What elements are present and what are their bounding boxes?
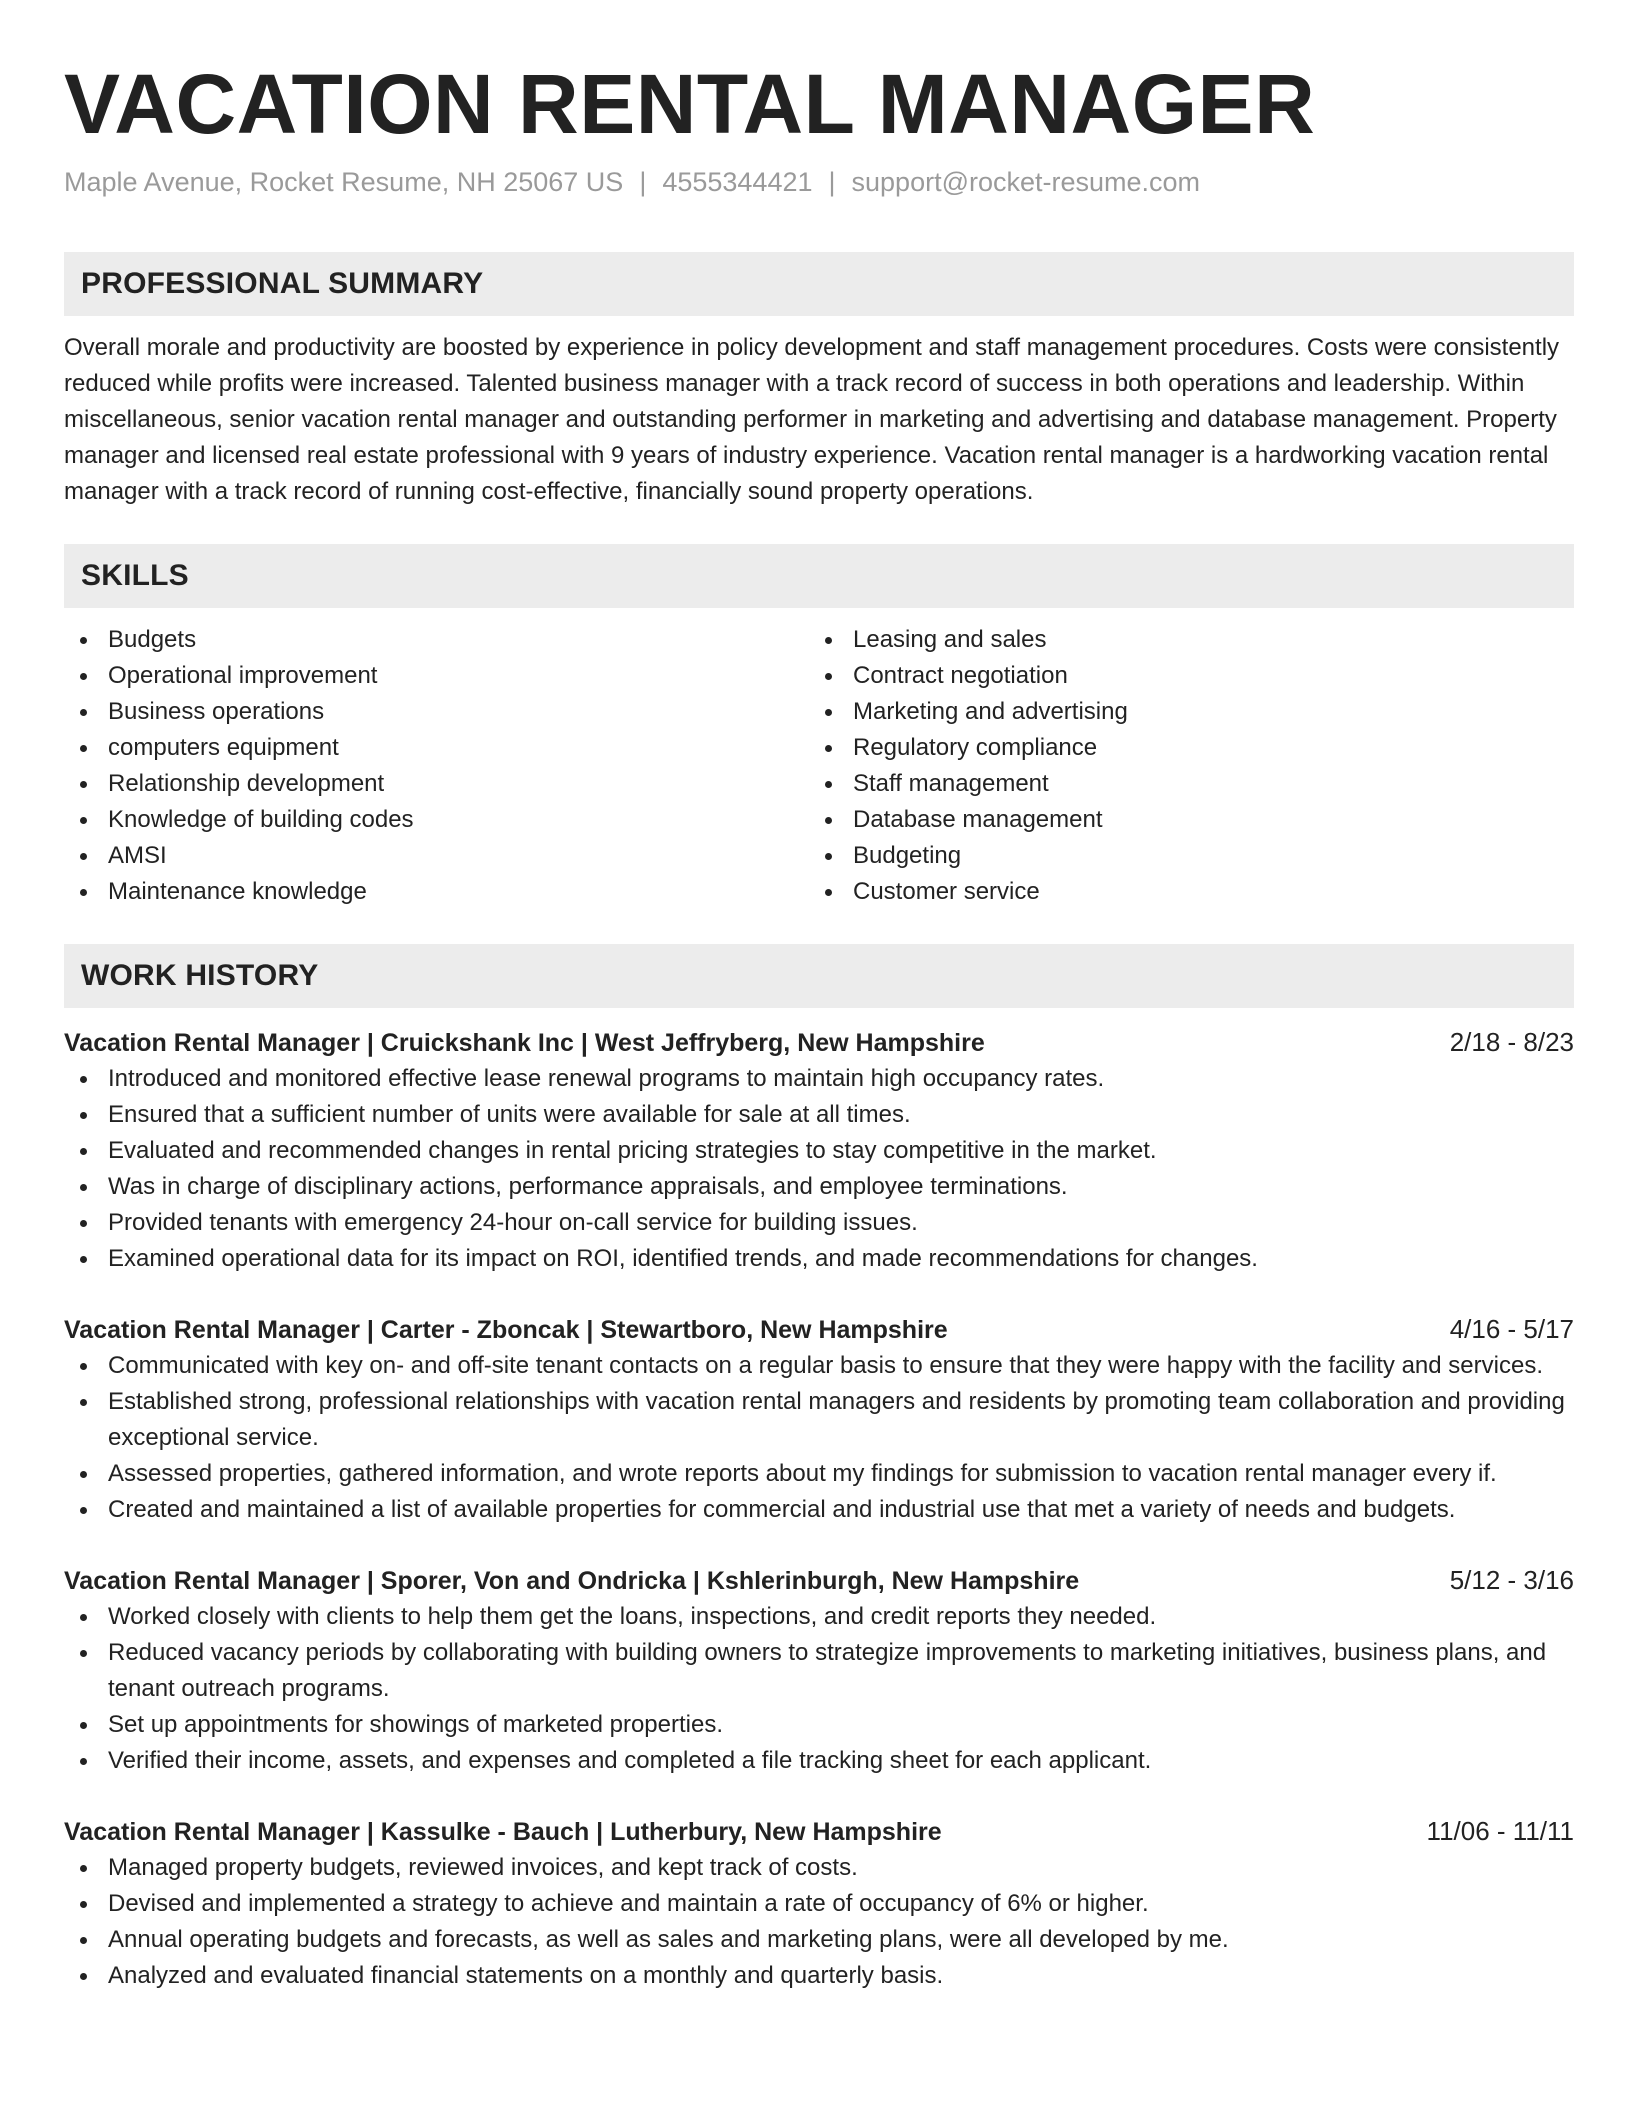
- skill-item: Contract negotiation: [809, 658, 1554, 694]
- contact-email: support@rocket-resume.com: [851, 167, 1201, 197]
- skill-item: computers equipment: [64, 730, 809, 766]
- job-bullet: Provided tenants with emergency 24-hour on-call service for building issues.: [64, 1205, 1574, 1241]
- job-entry: [64, 1024, 1574, 1277]
- skill-item: Business operations: [64, 694, 809, 730]
- job-title: Vacation Rental Manager | Carter - Zboncak | Stewartboro, New Hampshire: [64, 1316, 948, 1344]
- job-entry: [64, 1311, 1574, 1528]
- job-bullet: Evaluated and recommended changes in rental pricing strategies to stay competitive in the market.: [64, 1133, 1574, 1169]
- skill-item: Budgets: [64, 622, 809, 658]
- job-bullet: Was in charge of disciplinary actions, performance appraisals, and employee terminations.: [64, 1169, 1574, 1205]
- contact-phone: 4555344421: [662, 167, 813, 197]
- skill-item: Budgeting: [809, 838, 1554, 874]
- skills-list: [64, 622, 1574, 910]
- summary-heading: PROFESSIONAL SUMMARY: [64, 252, 1574, 316]
- skill-item: Leasing and sales: [809, 622, 1554, 658]
- job-entry: [64, 1562, 1574, 1779]
- job-bullets: [64, 1599, 1574, 1779]
- skill-item: Database management: [809, 802, 1554, 838]
- skill-item: Operational improvement: [64, 658, 809, 694]
- skill-item: Regulatory compliance: [809, 730, 1554, 766]
- job-bullet: Established strong, professional relationships with vacation rental managers and residents by promoting team collaboration and providing exceptional service.: [64, 1384, 1574, 1456]
- skill-item: Knowledge of building codes: [64, 802, 809, 838]
- candidate-name: VACATION RENTAL MANAGER: [64, 57, 1316, 151]
- job-bullet: Assessed properties, gathered information, and wrote reports about my findings for submission to vacation rental manager every if.: [64, 1456, 1574, 1492]
- job-bullet: Created and maintained a list of available properties for commercial and industrial use that met a variety of needs and budgets.: [64, 1492, 1574, 1528]
- job-title: Vacation Rental Manager | Kassulke - Bauch | Lutherbury, New Hampshire: [64, 1818, 942, 1846]
- job-bullet: Analyzed and evaluated financial statements on a monthly and quarterly basis.: [64, 1958, 1574, 1994]
- job-bullet: Introduced and monitored effective lease renewal programs to maintain high occupancy rates.: [64, 1061, 1574, 1097]
- job-dates: 2/18 - 8/23: [1449, 1027, 1574, 1057]
- job-bullet: Set up appointments for showings of marketed properties.: [64, 1707, 1574, 1743]
- contact-line: [64, 164, 1574, 200]
- job-title-row: [64, 1562, 1574, 1599]
- job-bullet: Managed property budgets, reviewed invoices, and kept track of costs.: [64, 1850, 1574, 1886]
- skill-item: Maintenance knowledge: [64, 874, 809, 910]
- skills-column-left: [64, 622, 809, 910]
- skill-item: Customer service: [809, 874, 1554, 910]
- job-bullet: Communicated with key on- and off-site tenant contacts on a regular basis to ensure that they were happy with the facility and services.: [64, 1348, 1574, 1384]
- job-dates: 4/16 - 5/17: [1449, 1314, 1574, 1344]
- job-title: Vacation Rental Manager | Cruickshank Inc | West Jeffryberg, New Hampshire: [64, 1029, 985, 1057]
- job-bullets: [64, 1061, 1574, 1277]
- skill-item: Relationship development: [64, 766, 809, 802]
- job-bullet: Annual operating budgets and forecasts, as well as sales and marketing plans, were all developed by me.: [64, 1922, 1574, 1958]
- contact-address: Maple Avenue, Rocket Resume, NH 25067 US: [64, 167, 624, 197]
- skill-item: Staff management: [809, 766, 1554, 802]
- job-title-row: [64, 1024, 1574, 1061]
- job-bullet: Ensured that a sufficient number of units were available for sale at all times.: [64, 1097, 1574, 1133]
- contact-separator: |: [639, 167, 647, 197]
- job-title-row: [64, 1813, 1574, 1850]
- summary-text: Overall morale and productivity are boosted by experience in policy development and staff management procedures. Costs were consistently reduced while profits were increased. Talented business manager with a track record of success in both operations and leadership. Within miscellaneous, senior vacation rental manager and outstanding performer in marketing and advertising and database management. Property manager and licensed real estate professional with 9 years of industry experience. Vacation rental manager is a hardworking vacation rental manager with a track record of running cost-effective, financially sound property operations.: [64, 334, 1560, 505]
- job-bullets: [64, 1850, 1574, 1994]
- job-bullets: [64, 1348, 1574, 1528]
- skill-item: AMSI: [64, 838, 809, 874]
- job-bullet: Verified their income, assets, and expenses and completed a file tracking sheet for each applicant.: [64, 1743, 1574, 1779]
- skills-heading: SKILLS: [64, 544, 1574, 608]
- job-bullet: Reduced vacancy periods by collaborating with building owners to strategize improvements to marketing initiatives, business plans, and tenant outreach programs.: [64, 1635, 1574, 1707]
- job-dates: 5/12 - 3/16: [1449, 1565, 1574, 1595]
- job-bullet: Worked closely with clients to help them get the loans, inspections, and credit reports they needed.: [64, 1599, 1574, 1635]
- skill-item: Marketing and advertising: [809, 694, 1554, 730]
- job-title: Vacation Rental Manager | Sporer, Von and Ondricka | Kshlerinburgh, New Hampshire: [64, 1567, 1080, 1595]
- contact-separator: |: [828, 167, 836, 197]
- resume-page: [64, 56, 1574, 1994]
- work-history-heading: WORK HISTORY: [64, 944, 1574, 1008]
- job-title-row: [64, 1311, 1574, 1348]
- job-bullet: Devised and implemented a strategy to achieve and maintain a rate of occupancy of 6% or higher.: [64, 1886, 1574, 1922]
- job-dates: 11/06 - 11/11: [1426, 1816, 1574, 1846]
- job-bullet: Examined operational data for its impact on ROI, identified trends, and made recommendations for changes.: [64, 1241, 1574, 1277]
- skills-column-right: [809, 622, 1554, 910]
- job-entry: [64, 1813, 1574, 1994]
